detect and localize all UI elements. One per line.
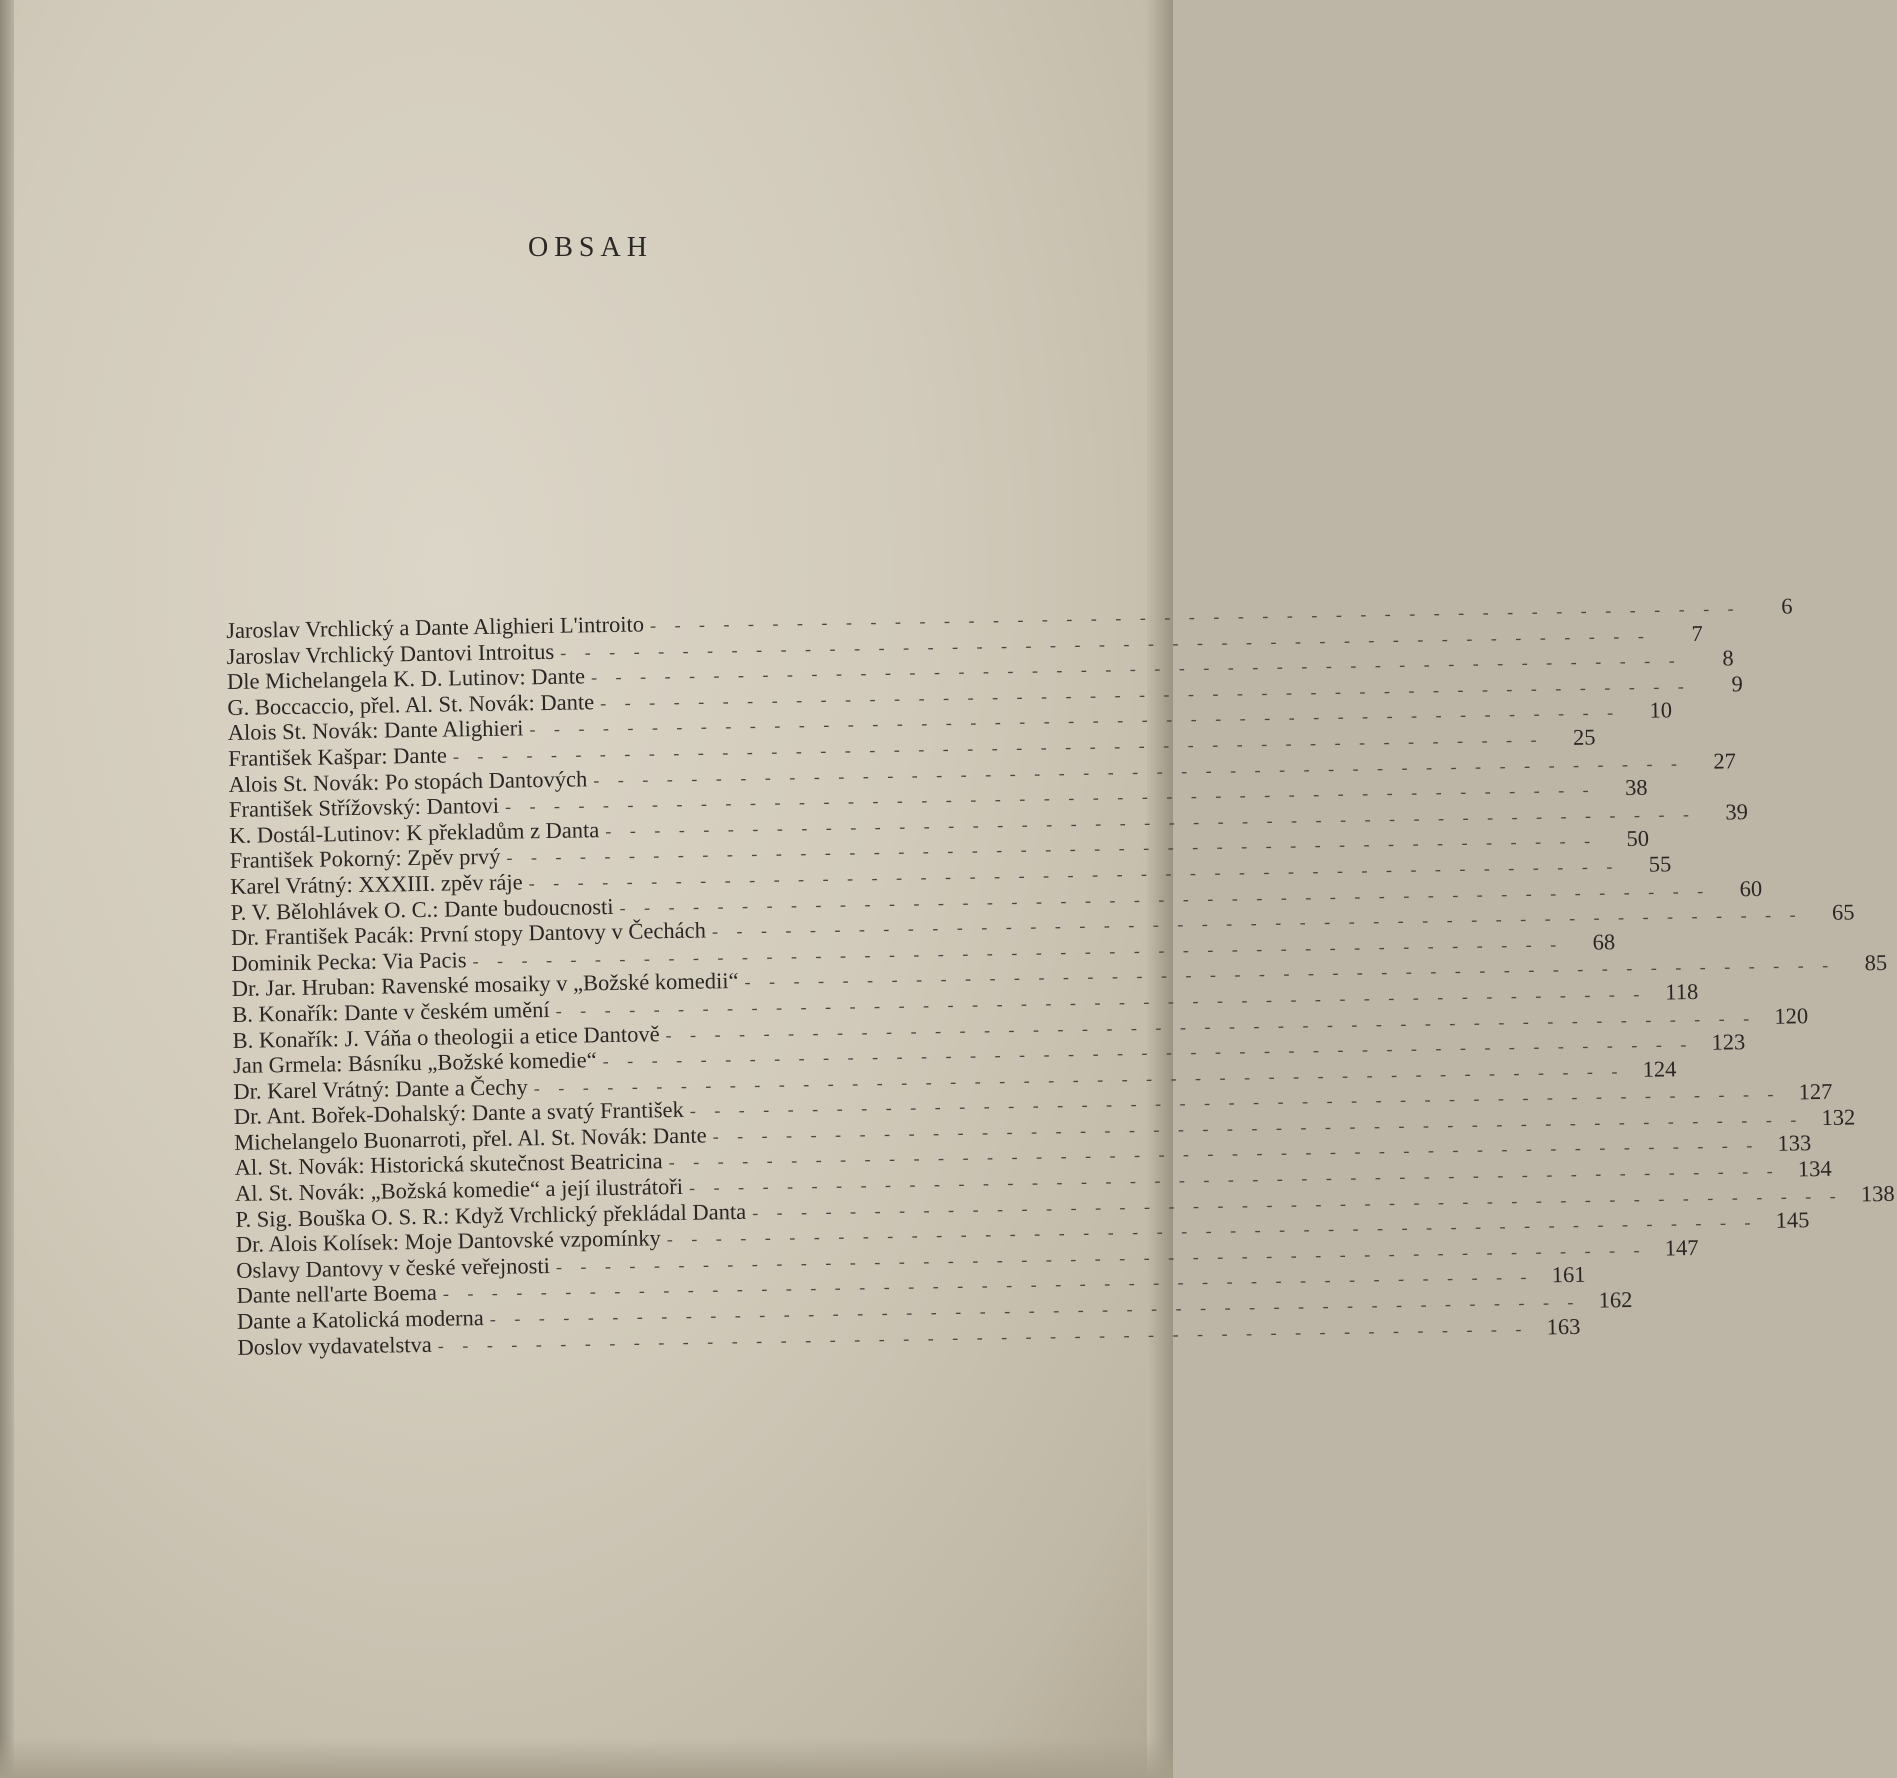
toc-entry-title: Doslov vydavatelstva (237, 1331, 432, 1360)
toc-entry-page-number: 60 (1739, 875, 1763, 901)
toc-entry-title: P. Sig. Bouška O. S. R.: Když Vrchlický překládal Danta (235, 1198, 747, 1232)
toc-entry-page-number: 7 (1691, 620, 1703, 646)
toc-entry-page-number: 50 (1626, 826, 1650, 852)
toc-entry-page-number: 10 (1649, 697, 1673, 724)
toc-entry-page-number: 8 (1722, 645, 1734, 671)
toc-entry-page-number: 163 (1546, 1313, 1581, 1339)
toc-entry-title: Dante nell'arte Boema (236, 1280, 438, 1309)
toc-entry-page-number: 138 (1860, 1180, 1895, 1207)
toc-entry-page-number: 132 (1821, 1104, 1856, 1130)
toc-entry-title: Jan Grmela: Básníku „Božské komedie“ (232, 1047, 597, 1079)
toc-entry-title: Al. St. Novák: „Božská komedie“ a její ilustrátoři (234, 1173, 684, 1206)
toc-entry-title: Dr. Karel Vrátný: Dante a Čechy (233, 1074, 528, 1104)
page-binding-shadow (0, 0, 14, 1778)
toc-entry-title: Jaroslav Vrchlický a Dante Alighieri L'introito (226, 611, 645, 643)
toc-entry-page-number: 133 (1777, 1130, 1812, 1157)
toc-entry-page-number: 68 (1592, 928, 1616, 955)
toc-entry-title: Alois St. Novák: Po stopách Dantových (228, 765, 588, 797)
toc-entry-page-number: 134 (1797, 1155, 1832, 1182)
table-of-contents (226, 593, 1895, 1360)
toc-entry-title: Dominik Pecka: Via Pacis (231, 946, 467, 976)
toc-entry-page-number: 120 (1774, 1002, 1809, 1029)
toc-entry-title: František Kašpar: Dante (228, 742, 448, 771)
toc-entry-title: Jaroslav Vrchlický Dantovi Introitus (226, 638, 555, 669)
toc-entry-title: Dr. František Pacák: První stopy Dantovy v Čechách (230, 917, 707, 951)
toc-entry-page-number: 147 (1664, 1234, 1699, 1261)
toc-entry-title: B. Konařík: Dante v českém umění (232, 996, 550, 1027)
toc-entry-page-number: 27 (1713, 747, 1737, 774)
toc-entry-title: Karel Vrátný: XXXIII. zpěv ráje (230, 869, 523, 899)
toc-entry-page-number: 65 (1831, 899, 1855, 925)
page-bottom-shadow (0, 1738, 1173, 1778)
toc-entry-title: B. Konařík: J. Váňa o theologii a etice Dantově (232, 1020, 660, 1053)
toc-entry-page-number: 85 (1864, 950, 1888, 976)
toc-entry-page-number: 127 (1798, 1079, 1833, 1105)
toc-entry-title: Dr. Jar. Hruban: Ravenské mosaiky v „Božské komedii“ (231, 968, 739, 1002)
toc-entry-page-number: 6 (1781, 593, 1793, 619)
toc-entry-title: Dle Michelangela K. D. Lutinov: Dante (226, 663, 586, 695)
toc-entry-title: K. Dostál-Lutinov: K překladům z Danta (229, 816, 600, 848)
toc-entry-page-number: 161 (1551, 1262, 1586, 1288)
toc-entry-title: Dr. Alois Kolísek: Moje Dantovské vzpomínky (235, 1225, 661, 1258)
toc-entry-title: Dante a Katolická moderna (236, 1305, 484, 1334)
toc-entry-page-number: 25 (1572, 724, 1596, 750)
toc-entry-title: Michelangelo Buonarroti, přel. Al. St. Novák: Dante (234, 1122, 707, 1155)
toc-entry-title: František Střížovský: Dantovi (228, 792, 500, 823)
toc-entry-title: G. Boccaccio, přel. Al. St. Novák: Dante (227, 689, 595, 720)
toc-entry-page-number: 39 (1725, 798, 1749, 825)
toc-entry-title: Dr. Ant. Bořek-Dohalský: Dante a svatý František (233, 1097, 684, 1130)
toc-entry-page-number: 123 (1711, 1029, 1746, 1055)
toc-entry-page-number: 9 (1731, 670, 1743, 697)
toc-entry-title: Oslavy Dantovy v české veřejnosti (236, 1252, 551, 1283)
toc-entry-page-number: 145 (1775, 1207, 1810, 1233)
toc-entry-title: Alois St. Novák: Dante Alighieri (227, 715, 524, 746)
toc-entry-page-number: 55 (1648, 851, 1672, 877)
toc-entry-page-number: 118 (1665, 978, 1699, 1005)
toc-entry-page-number: 162 (1598, 1287, 1633, 1313)
page-title: OBSAH (528, 232, 653, 263)
toc-entry-title: P. V. Bělohlávek O. C.: Dante budoucnosti (230, 893, 614, 925)
toc-entry-title: Al. St. Novák: Historická skutečnost Beatricina (234, 1148, 663, 1181)
toc-entry-title: František Pokorný: Zpěv prvý (229, 844, 501, 874)
toc-entry-page-number: 124 (1642, 1055, 1677, 1082)
toc-entry-page-number: 38 (1624, 774, 1648, 801)
